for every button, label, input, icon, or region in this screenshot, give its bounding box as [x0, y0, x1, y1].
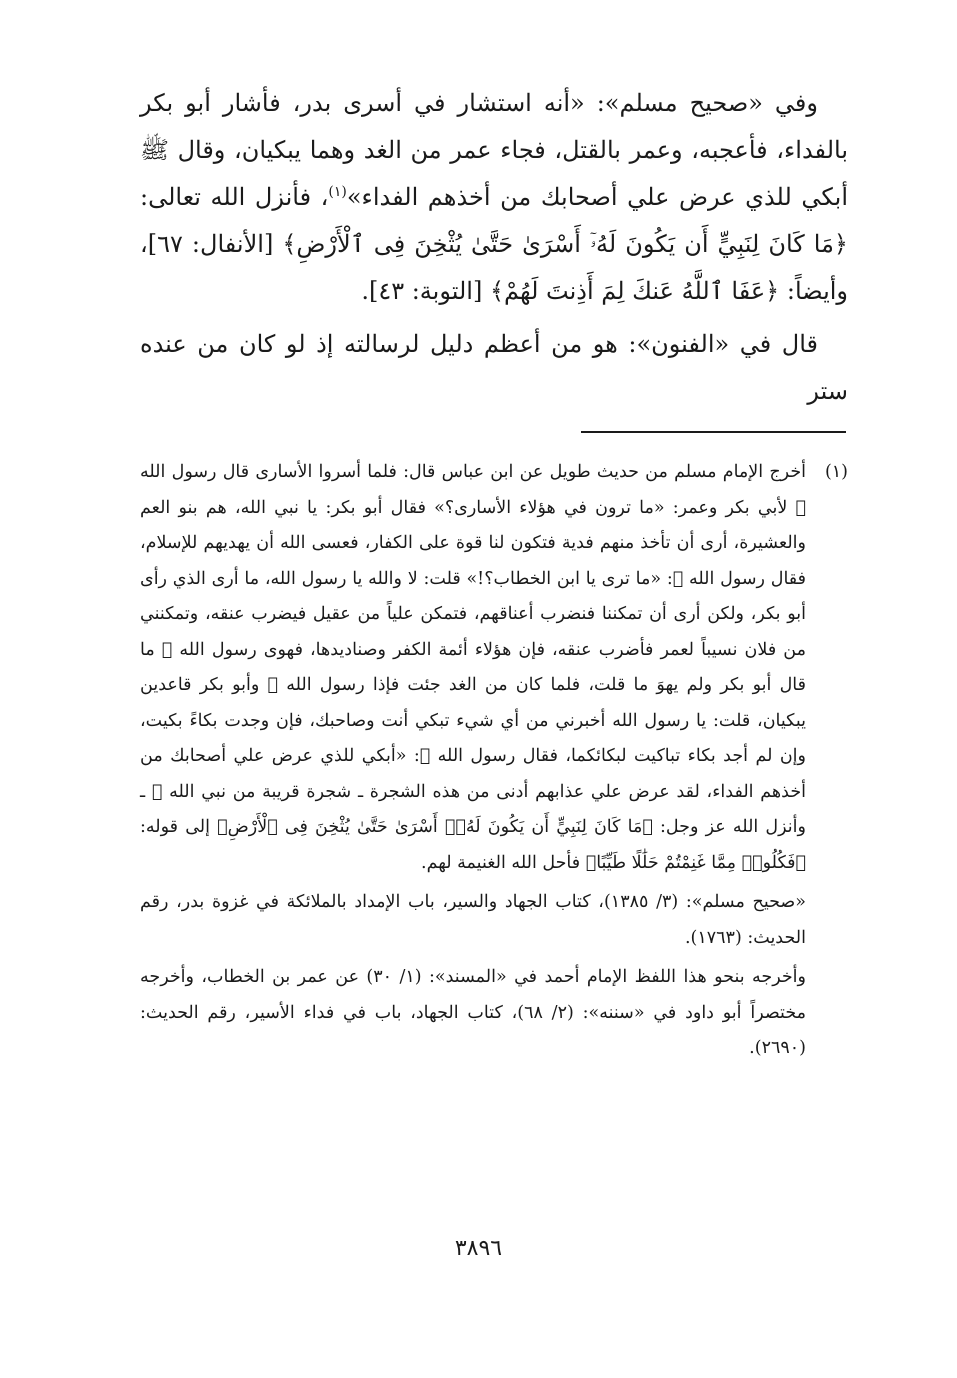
footnote-1: [140, 455, 848, 1067]
main-paragraph-1-part-a: وفي «صحيح مسلم»: «أنه استشار في أسرى بدر، فأشار أبو بكر بالفداء، فأعجبه، وعمر بالقتل، فجاء عمر من الغد وهما يبكيان، وقال ﷺ أبكي للذي عرض علي أصحابك من أخذهم الفداء»: [140, 89, 849, 211]
footnote-divider: [581, 431, 846, 433]
footnote-paragraph-2: «صحيح مسلم»: (٣/ ١٣٨٥)، كتاب الجهاد والسير، باب الإمداد بالملائكة في غزوة بدر، رقم الحديث: (١٧٦٣).: [140, 892, 806, 948]
footnotes: [140, 455, 848, 1067]
footnote-number: (١): [824, 462, 848, 482]
page-number: ٣٨٩٦: [454, 1236, 503, 1261]
footnote-paragraph-1: أخرج الإمام مسلم من حديث طويل عن ابن عباس قال: فلما أسروا الأسارى قال رسول الله ﷺ لأبي بكر وعمر: «ما ترون في هؤلاء الأسارى؟» فقال أبو بكر: يا نبي الله، هم بنو العم والعشيرة، أرى أن تأخذ منهم فدية فتكون لنا قوة على الكفار، فعسى الله أن يهديهم للإسلام، فقال رسول الله ﷺ: «ما ترى يا ابن الخطاب؟!» قلت: لا والله يا رسول الله، ما أرى الذي رأى أبو بكر، ولكن أرى أن تمكننا فنضرب أعناقهم، فتمكن علياً من عقيل فيضرب عنقه، وتمكنني من فلان نسيباً لعمر فأضرب عنقه، فإن هؤلاء أئمة الكفر وصناديدها، فهوى رسول الله ﷺ ما قال أبو بكر ولم يهوَ ما قلت، فلما كان من الغد جئت فإذا رسول الله ﷺ وأبو بكر قاعدين يبكيان، قلت: يا رسول الله أخبرني من أي شيء تبكي أنت وصاحبك، فإن وجدت بكاءً بكيت، وإن لم أجد بكاء تباكيت لبكائكما، فقال رسول الله ﷺ: «أبكي للذي عرض علي أصحابك من أخذهم الفداء، لقد عرض علي عذابهم أدنى من هذه الشجرة ـ شجرة قريبة من نبي الله ﷺ ـ وأنزل الله عز وجل: ﴿مَا كَانَ لِنَبِيٍّ أَن يَكُونَ لَهُۥٓ أَسْرَىٰ حَتَّىٰ يُثْخِنَ فِى ٱلْأَرْضِ﴾ إلى قوله: ﴿فَكُلُوا۟ مِمَّا غَنِمْتُمْ حَلَٰلًا طَيِّبًا﴾ فأحل الله الغنيمة لهم.: [140, 462, 806, 873]
main-paragraph-2: قال في «الفنون»: هو من أعظم دليل لرسالته إذ لو كان من عنده ستر: [140, 330, 848, 405]
main-text: [140, 80, 848, 415]
footnote-body: [140, 455, 806, 1067]
footnote-paragraph-3: وأخرجه بنحو هذا اللفظ الإمام أحمد في «المسند»: (١/ ٣٠) عن عمر بن الخطاب، وأخرجه مختصراً أبو داود في «سننه»: (٢/ ٦٨)، كتاب الجهاد، باب في فداء الأسير، رقم الحديث: (٢٦٩٠).: [140, 967, 806, 1058]
footnote-reference: (١): [328, 184, 347, 200]
main-paragraph-1: [140, 80, 848, 315]
main-paragraph-1-part-b: ، فأنزل الله تعالى: ﴿مَا كَانَ لِنَبِيٍّ أَن يَكُونَ لَهُۥٓ أَسْرَىٰ حَتَّىٰ يُثْخِنَ فِى ٱلْأَرْضِ﴾ [الأنفال: ٦٧]، وأيضاً: ﴿عَفَا ٱللَّهُ عَنكَ لِمَ أَذِنتَ لَهُمْ﴾ [التوبة: ٤٣].: [140, 183, 848, 305]
